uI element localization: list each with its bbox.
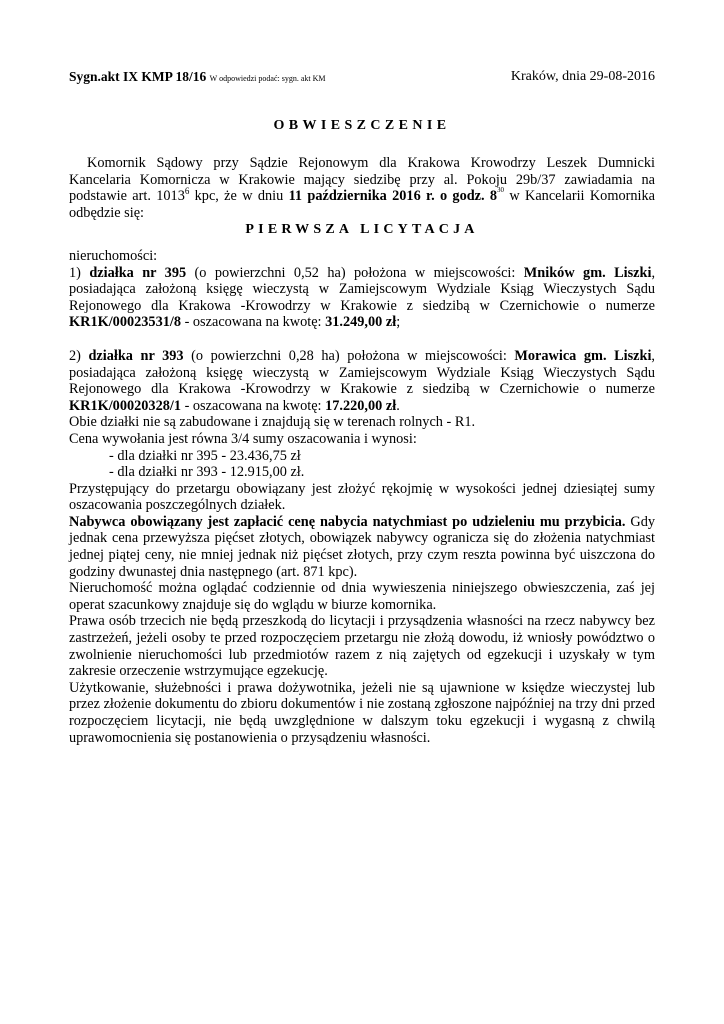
call-price-item: - dla działki nr 393 - 12.915,00 zł.	[109, 464, 305, 481]
payment-paragraph	[69, 514, 655, 580]
plot-number: 2)	[69, 347, 89, 364]
plot-location: Morawica gm. Liszki	[514, 347, 652, 364]
property-heading: nieruchomości:	[69, 247, 158, 264]
plot-text: (o powierzchni 0,28 ha) położona w miejscowości:	[183, 347, 515, 364]
case-number: Sygn.akt IX KMP 18/16	[69, 69, 207, 84]
case-signature	[69, 69, 326, 88]
not-built-note: Obie działki nie są zabudowane i znajdują się w terenach rolnych - R1.	[69, 414, 476, 431]
third-party-paragraph: Prawa osób trzecich nie będą przeszkodą do licytacji i przysądzenia własności na rzecz nabywcy bez zastrzeżeń, jeżeli osoby te przed rozpoczęciem przetargu nie złożą dowodu, iż wniosły powództwo o zwolnienie nieruchomości lub przedmiotów razem z nią zajętych od egzekucji i uzyskały w tym zakresie orzeczenie wstrzymujące egzekucję.	[69, 613, 655, 680]
call-price-intro: Cena wywołania jest równa 3/4 sumy oszacowania i wynosi:	[69, 430, 417, 447]
plot-1-paragraph	[69, 265, 655, 331]
land-register-number: KR1K/00023531/8	[69, 314, 181, 331]
article-superscript: 6	[184, 186, 190, 197]
call-price-list	[69, 448, 655, 481]
auction-date: 11 października 2016 r. o godz. 8	[288, 188, 498, 205]
plot-text: .	[396, 397, 400, 414]
intro-text: Komornik Sądowy przy Sądzie Rejonowym dla Krakowa Krowodrzy Leszek Dumnicki Kancelaria Komornicza w Krakowie mający siedzibę przy al. Pokoju 29b/37 zawiadamia na podstawie art. 1013	[69, 155, 655, 205]
call-price-item: - dla działki nr 395 - 23.436,75 zł	[109, 447, 301, 464]
intro-text: w Kancelarii Komornika odbędzie się:	[69, 188, 655, 221]
inspection-paragraph: Nieruchomość można oglądać codziennie od dnia wywieszenia niniejszego obwieszczenia, zaś jej operat szacunkowy znajduje się do wglądu w biurze komornika.	[69, 580, 655, 613]
document-body	[69, 155, 655, 746]
plot-text: - oszacowana na kwotę:	[181, 314, 326, 331]
deposit-paragraph: Przystępujący do przetargu obowiązany jest złożyć rękojmię w wysokości jednej dziesiątej sumy oszacowania poszczególnych działek.	[69, 480, 655, 514]
plot-text: - oszacowana na kwotę:	[181, 397, 326, 414]
plot-text: , posiadająca założoną księgę wieczystą w Zamiejscowym Wydziale Ksiąg Wieczystych Sądu Rejonowego dla Krakowa -Krowodrzy w Krakowie z siedzibą w Czernichowie o numerze	[69, 264, 656, 314]
reply-note: W odpowiedzi podać: sygn. akt KM	[209, 74, 326, 83]
plot-text: ;	[396, 314, 401, 331]
intro-text: kpc, że w dniu	[189, 188, 289, 205]
plot-name: działka nr 393	[88, 347, 184, 364]
payment-obligation: Nabywca obowiązany jest zapłacić cenę nabycia natychmiast po udzieleniu mu przybicia.	[69, 513, 626, 530]
document-header	[69, 69, 655, 87]
plot-text: , posiadająca założoną księgę wieczystą w Zamiejscowym Wydziale Ksiąg Wieczystych Sądu Rejonowego dla Krakowa -Krowodrzy w Krakowie z siedzibą w Czernichowie o numerze	[69, 347, 655, 398]
time-superscript: 30	[497, 186, 505, 195]
auction-heading: PIERWSZA LICYTACJA	[245, 222, 479, 238]
plot-2-paragraph	[69, 348, 655, 414]
plot-valuation: 17.220,00 zł	[325, 397, 397, 414]
plot-valuation: 31.249,00 zł	[325, 314, 397, 331]
document-title: OBWIESZCZENIE	[273, 118, 451, 133]
payment-text: Gdy jednak cena przewyższa pięćset złotych, obowiązek nabywcy ogranicza się do złożenia natychmiast jednej piątej ceny, nie mniej jednak niż pięćset złotych, przy czym reszta powinna być uiszczona do godziny dwunastej dnia następnego (art. 871 kpc).	[69, 513, 655, 580]
intro-paragraph	[69, 155, 655, 221]
paragraph-gap	[69, 331, 655, 348]
plot-location: Mników gm. Liszki	[523, 264, 652, 281]
easements-paragraph: Użytkowanie, służebności i prawa dożywotnika, jeżeli nie są ujawnione w księdze wieczystej lub przez złożenie dokumentu do zbioru dokumentów i nie zostaną zgłoszone najpóźniej na trzy dni przed rozpoczęciem licytacji, nie będą uwzględnione w dalszym toku egzekucji i wygasną z chwilą uprawomocnienia się postanowienia o przysądzeniu własności.	[69, 679, 655, 746]
plot-text: (o powierzchni 0,52 ha) położona w miejscowości:	[186, 264, 524, 281]
place-and-date: Kraków, dnia 29-08-2016	[510, 69, 655, 84]
plot-number: 1)	[69, 264, 90, 281]
land-register-number: KR1K/00020328/1	[69, 397, 181, 414]
plot-name: działka nr 395	[89, 264, 187, 281]
